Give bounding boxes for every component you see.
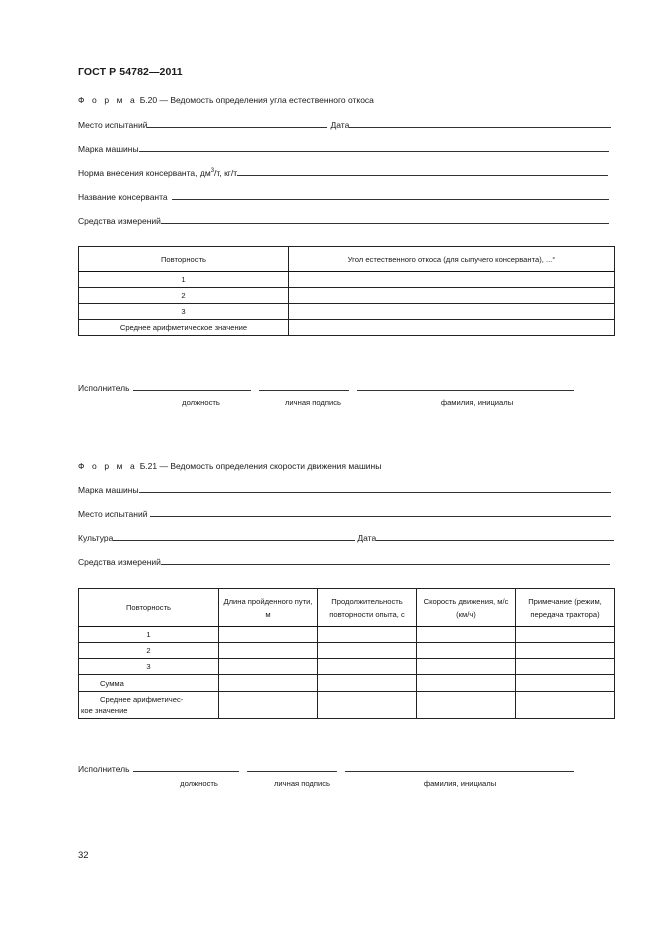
row-label: Сумма	[79, 675, 219, 692]
table-row	[79, 288, 615, 304]
document-header: ГОСТ Р 54782—2011	[78, 66, 183, 78]
table-cell[interactable]	[289, 272, 615, 288]
full-name-caption: фамилия, инициалы	[423, 779, 497, 788]
form-b20-brand-row	[78, 144, 609, 154]
signature-field[interactable]	[259, 390, 349, 391]
brand-field[interactable]	[139, 151, 609, 152]
form-b21-crop-date-row	[78, 533, 614, 543]
table-row	[79, 304, 615, 320]
form-b21-place-row	[78, 509, 611, 519]
table-row	[79, 675, 615, 692]
col-header-angle: Угол естественного откоса (для сыпучего консерванта), ...°	[289, 247, 615, 272]
table-row	[79, 627, 615, 643]
form-b20-norm-row	[78, 168, 608, 178]
row-label: 1	[79, 272, 289, 288]
table-header-row	[79, 247, 615, 272]
brand-label: Марка машины	[78, 144, 139, 154]
row-label: 3	[79, 304, 289, 320]
row-label: 2	[79, 643, 219, 659]
table-cell[interactable]	[516, 627, 615, 643]
brand-field[interactable]	[139, 492, 611, 493]
form-b21-performer-row	[78, 764, 574, 774]
signature-caption: личная подпись	[285, 398, 341, 407]
table-row	[79, 643, 615, 659]
norm-label-sup: 3	[210, 168, 215, 175]
form-b21-title-text: Б.21 — Ведомость определения скорости движения машины	[139, 461, 382, 471]
form-b20-table	[78, 246, 615, 336]
signature-field[interactable]	[247, 771, 337, 772]
place-label: Место испытаний	[78, 120, 148, 130]
form-b20-performer-row	[78, 383, 574, 393]
row-label: Среднее арифметическое значение	[79, 320, 289, 336]
preservative-name-field[interactable]	[172, 199, 609, 200]
col-header-distance: Длина пройденного пути, м	[219, 589, 318, 627]
date-label: Дата	[357, 533, 377, 543]
norm-label-b: /т, кг/т	[214, 168, 238, 178]
table-header-row	[79, 589, 615, 627]
table-cell[interactable]	[289, 320, 615, 336]
table-cell[interactable]	[318, 675, 417, 692]
instruments-label: Средства измерений	[78, 557, 161, 567]
table-cell[interactable]	[318, 627, 417, 643]
form-b20-title-text: Б.20 — Ведомость определения угла естественного откоса	[139, 95, 374, 105]
col-header-repetition: Повторность	[79, 589, 219, 627]
form-b21-title	[78, 461, 381, 471]
position-field[interactable]	[133, 390, 251, 391]
table-cell[interactable]	[417, 692, 516, 719]
table-row	[79, 272, 615, 288]
table-cell[interactable]	[516, 659, 615, 675]
brand-label: Марка машины	[78, 485, 139, 495]
page-number: 32	[78, 850, 89, 861]
table-cell[interactable]	[289, 304, 615, 320]
position-field[interactable]	[133, 771, 239, 772]
table-cell[interactable]	[417, 659, 516, 675]
form-b21-table	[78, 588, 615, 719]
col-header-repetition: Повторность	[79, 247, 289, 272]
full-name-field[interactable]	[345, 771, 574, 772]
form-b21-brand-row	[78, 485, 611, 495]
col-header-note: Примечание (режим, передача трактора)	[516, 589, 615, 627]
form-b20-title	[78, 95, 374, 105]
form-b20-name-row	[78, 192, 609, 202]
col-header-speed: Скорость движения, м/с (км/ч)	[417, 589, 516, 627]
table-cell[interactable]	[289, 288, 615, 304]
form-b21-title-prefix: Ф о р м а	[78, 461, 138, 471]
row-label: Среднее арифметичес- кое значение	[79, 692, 219, 719]
instruments-label: Средства измерений	[78, 216, 161, 226]
table-cell[interactable]	[219, 692, 318, 719]
place-field[interactable]	[150, 516, 611, 517]
form-b21-instruments-row	[78, 557, 610, 567]
table-row	[79, 659, 615, 675]
norm-label	[78, 168, 237, 178]
position-caption: должность	[180, 779, 218, 788]
place-label: Место испытаний	[78, 509, 148, 519]
row-label: 1	[79, 627, 219, 643]
signature-caption: личная подпись	[274, 779, 330, 788]
performer-label: Исполнитель	[78, 383, 130, 393]
position-caption: должность	[182, 398, 220, 407]
table-cell[interactable]	[516, 675, 615, 692]
instruments-field[interactable]	[161, 223, 609, 224]
full-name-field[interactable]	[357, 390, 574, 391]
row-label: 2	[79, 288, 289, 304]
table-cell[interactable]	[219, 627, 318, 643]
instruments-field[interactable]	[161, 564, 610, 565]
date-field[interactable]	[349, 127, 611, 128]
norm-field[interactable]	[237, 175, 608, 176]
table-cell[interactable]	[417, 643, 516, 659]
crop-field[interactable]	[113, 540, 355, 541]
performer-label: Исполнитель	[78, 764, 130, 774]
preservative-name-label: Название консерванта	[78, 192, 168, 202]
table-row	[79, 692, 615, 719]
table-cell[interactable]	[417, 627, 516, 643]
table-cell[interactable]	[318, 659, 417, 675]
table-cell[interactable]	[219, 675, 318, 692]
table-cell[interactable]	[318, 643, 417, 659]
row-label: 3	[79, 659, 219, 675]
table-row	[79, 320, 615, 336]
form-b20-instruments-row	[78, 216, 609, 226]
crop-label: Культура	[78, 533, 114, 543]
full-name-caption: фамилия, инициалы	[440, 398, 514, 407]
date-field[interactable]	[376, 540, 614, 541]
col-header-duration: Продолжительность повторности опыта, с	[318, 589, 417, 627]
table-cell[interactable]	[417, 675, 516, 692]
place-field[interactable]	[147, 127, 327, 128]
norm-label-a: Норма внесения консерванта, дм	[78, 168, 211, 178]
form-b20-place-date-row	[78, 120, 611, 130]
table-cell[interactable]	[219, 659, 318, 675]
form-b20-title-prefix: Ф о р м а	[78, 95, 138, 105]
table-cell[interactable]	[516, 643, 615, 659]
table-cell[interactable]	[219, 643, 318, 659]
table-cell[interactable]	[318, 692, 417, 719]
table-cell[interactable]	[516, 692, 615, 719]
date-label: Дата	[330, 120, 350, 130]
